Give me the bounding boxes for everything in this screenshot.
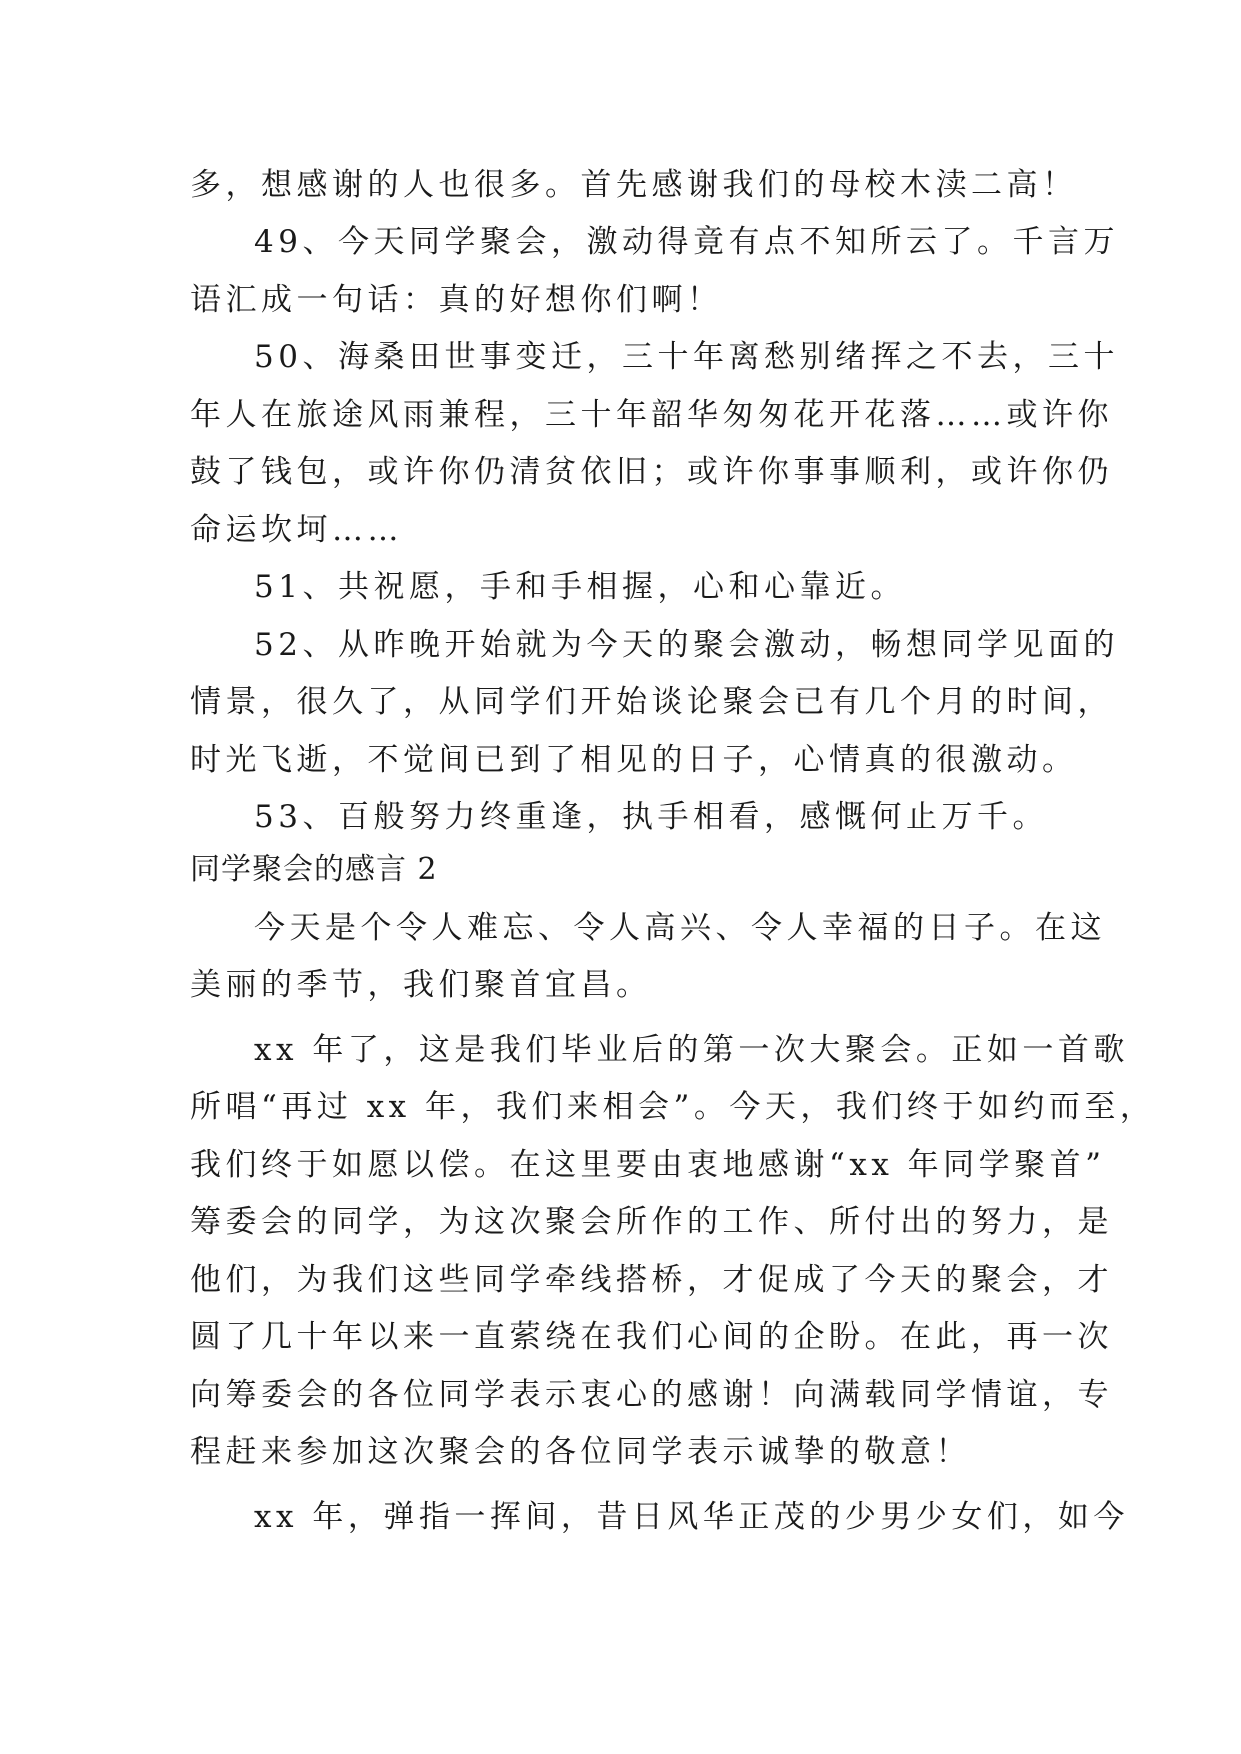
text-line: 多，想感谢的人也很多。首先感谢我们的母校木渎二高！ [190, 167, 1078, 203]
text-line: 命运坎坷…… [190, 512, 403, 548]
text-line: 年人在旅途风雨兼程，三十年韶华匆匆花开花落……或许你 [190, 397, 1113, 433]
text-line: 所唱“再过 xx 年，我们来相会”。今天，我们终于如约而至， [190, 1089, 1156, 1125]
text-line: 今天是个令人难忘、令人高兴、令人幸福的日子。在这 [254, 910, 1106, 946]
text-line: 50、海桑田世事变迁，三十年离愁别绪挥之不去，三十 [254, 339, 1119, 375]
text-line: 向筹委会的各位同学表示衷心的感谢！向满载同学情谊，专 [190, 1377, 1113, 1413]
text-line: xx 年了，这是我们毕业后的第一次大聚会。正如一首歌 [254, 1032, 1129, 1068]
text-line: 51、共祝愿，手和手相握，心和心靠近。 [254, 569, 906, 605]
text-line: 圆了几十年以来一直萦绕在我们心间的企盼。在此，再一次 [190, 1319, 1113, 1355]
text-line: 情景，很久了，从同学们开始谈论聚会已有几个月的时间， [190, 684, 1113, 720]
text-line: 49、今天同学聚会，激动得竟有点不知所云了。千言万 [254, 224, 1119, 260]
text-line: 筹委会的同学，为这次聚会所作的工作、所付出的努力，是 [190, 1204, 1113, 1240]
text-line: xx 年，弹指一挥间，昔日风华正茂的少男少女们，如今 [254, 1499, 1129, 1535]
section-heading: 同学聚会的感言 2 [190, 852, 438, 887]
text-line: 53、百般努力终重逢，执手相看，感慨何止万千。 [254, 799, 1048, 835]
text-line: 美丽的季节，我们聚首宜昌。 [190, 967, 652, 1003]
text-line: 52、从昨晚开始就为今天的聚会激动，畅想同学见面的 [254, 627, 1119, 663]
text-line: 程赶来参加这次聚会的各位同学表示诚挚的敬意！ [190, 1434, 971, 1470]
text-line: 鼓了钱包，或许你仍清贫依旧；或许你事事顺利，或许你仍 [190, 454, 1113, 490]
text-line: 时光飞逝，不觉间已到了相见的日子，心情真的很激动。 [190, 742, 1078, 778]
text-line: 我们终于如愿以偿。在这里要由衷地感谢“xx 年同学聚首” [190, 1147, 1106, 1183]
text-line: 语汇成一句话：真的好想你们啊！ [190, 282, 723, 318]
text-line: 他们，为我们这些同学牵线搭桥，才促成了今天的聚会，才 [190, 1262, 1113, 1298]
